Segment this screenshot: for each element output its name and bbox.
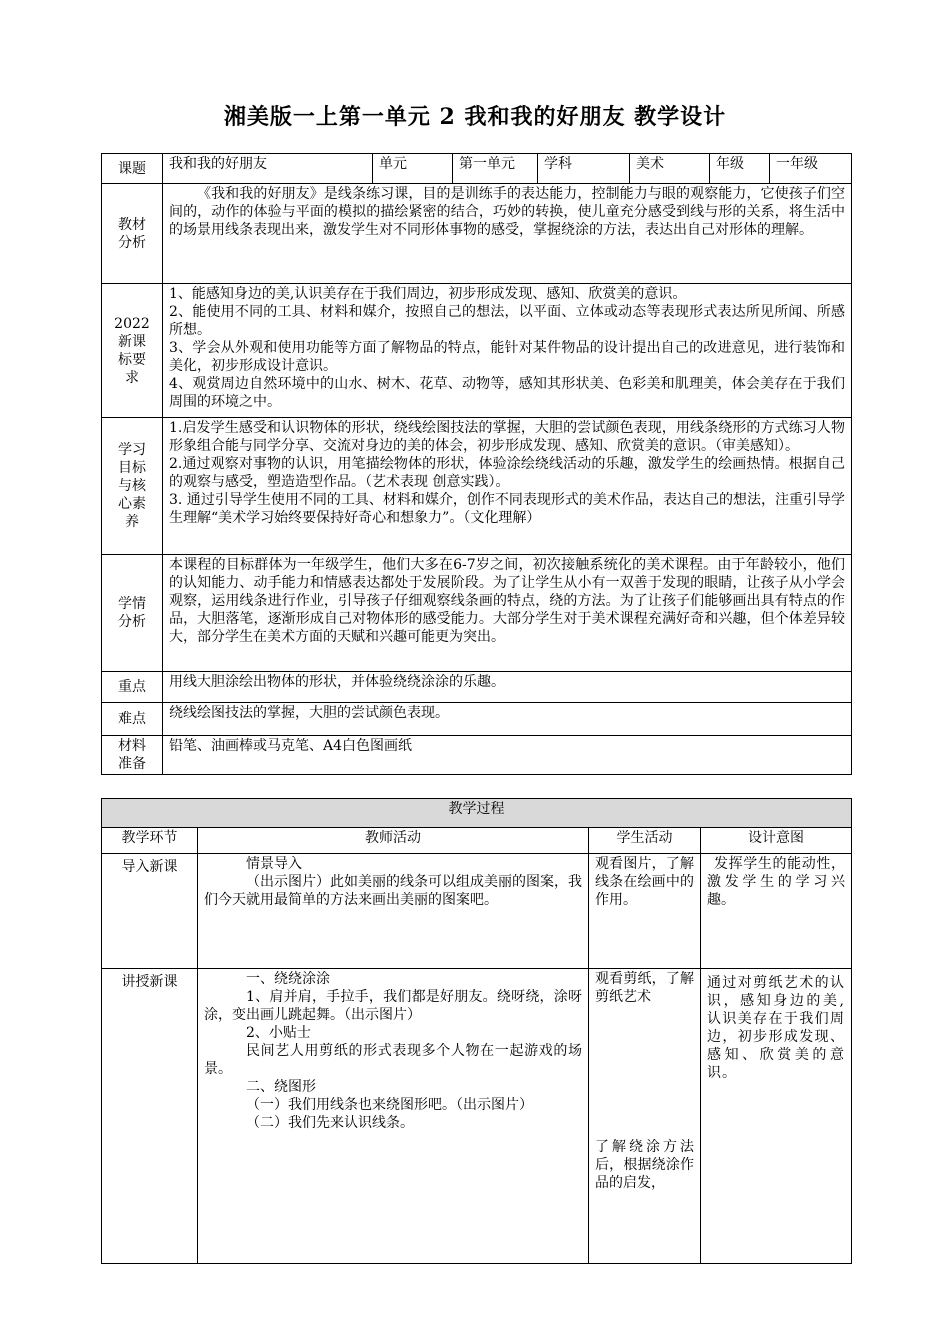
col-student: 学生活动 [589,828,701,854]
section-content [163,184,852,284]
section-label: 材料 准备 [102,736,163,775]
teacher-paragraph: （一）我们用线条也来绕图形吧。（出示图片） [246,1097,533,1113]
section-row [102,555,852,672]
teacher-paragraph: 1、肩并肩，手拉手，我们都是好朋友。绕呀绕，涂呀涂，变出画儿跳起舞。（出示图片） [204,989,582,1023]
topic-label: 课题 [102,154,163,184]
content-paragraph: 本课程的目标群体为一年级学生，他们大多在6-7岁之间，初次接触系统化的美术课程。由于年龄较小，他们的认知能力、动手能力和情感表达都处于发展阶段。为了让学生从小有一双善于发现的眼睛，让孩子从小学会观察，运用线条进行作业，引导孩子仔细观察线条画的特点，绕的方法。为了让孩子们能够画出具有特点的作品，大胆落笔，逐渐形成自己对物体形的感受能力。大部分学生对于美术课程充满好奇和兴趣，但个体差异较大，部分学生在美术方面的天赋和兴趣可能更为突出。 [169,557,845,645]
student-paragraph: 观看剪纸，了解剪纸艺术 [595,971,694,1005]
teaching-process-table [101,798,852,1264]
content-paragraph: 绕线绘图技法的掌握，大胆的尝试颜色表现。 [169,705,449,721]
content-paragraph: 3、学会从外观和使用功能等方面了解物品的特点，能针对某件物品的设计提出自己的改进意见，进行装饰和美化，初步形成设计意识。 [169,340,845,374]
section-content [163,736,852,775]
content-paragraph: 《我和我的好朋友》是线条练习课，目的是训练手的表达能力，控制能力与眼的观察能力，它使孩子们空间的，动作的体验与平面的模拟的描绘紧密的结合，巧妙的转换，使儿童充分感受到线与形的关系，将生活中的场景用线条表现出来，激发学生对不同形体事物的感受，掌握绕涂的方法，表达出自己对形体的理解。 [169,186,845,238]
teacher-paragraph: （二）我们先来认识线条。 [246,1115,414,1131]
student-paragraph: 了解绕涂方法后，根据绕涂作品的启发， [595,1139,694,1191]
content-paragraph: 3. 通过引导学生使用不同的工具、材料和媒介，创作不同表现形式的美术作品，表达自己的想法，注重引导学生理解“美术学习始终要保持好奇心和想象力”。（文化理解） [169,492,845,526]
student-cell: 观看图片，了解线条在绘画中的作用。 [589,854,701,969]
grade-value: 一年级 [770,154,852,184]
intent-paragraph: 发挥学生的能动性，激发学生的学习兴趣。 [707,856,845,908]
teacher-paragraph: 一、绕绕涂涂 [246,971,330,987]
section-row [102,284,852,418]
section-label: 教材 分析 [102,184,163,284]
intent-cell [701,854,852,969]
column-headers [102,828,852,854]
topic-value: 我和我的好朋友 [163,154,373,184]
content-paragraph: 2.通过观察对事物的认识，用笔描绘物体的形状，体验涂绘绕线活动的乐趣，激发学生的绘画热情。根据自己的观察与感受，塑造造型作品。（艺术表现 创意实践）。 [169,456,845,490]
info-row [102,154,852,184]
teacher-paragraph: 民间艺人用剪纸的形式表现多个人物在一起游戏的场景。 [204,1043,582,1077]
subject-value: 美术 [630,154,710,184]
content-paragraph: 铅笔、油画棒或马克笔、A4白色图画纸 [169,738,413,754]
section-content [163,555,852,672]
content-paragraph: 1.启发学生感受和认识物体的形状，绕线绘图技法的掌握，大胆的尝试颜色表现，用线条绕形的方式练习人物形象组合能与同学分享、交流对身边的美的体会，初步形成发现、感知、欣赏美的意识。（审美感知）。 [169,420,845,454]
col-stage: 教学环节 [102,828,198,854]
content-paragraph: 4、观赏周边自然环境中的山水、树木、花草、动物等，感知其形状美、色彩美和肌理美，体会美存在于我们周围的环境之中。 [169,376,845,410]
teacher-cell [198,969,589,1264]
grade-label: 年级 [710,154,770,184]
content-paragraph: 1、能感知身边的美,认识美存在于我们周边，初步形成发现、感知、欣赏美的意识。 [169,286,687,302]
teacher-paragraph: （出示图片）此如美丽的线条可以组成美丽的图案，我们今天就用最简单的方法来画出美丽的图案吧。 [204,874,582,908]
section-content [163,418,852,555]
process-row [102,969,852,1264]
content-paragraph: 用线大胆涂绘出物体的形状，并体验绕绕涂涂的乐趣。 [169,674,505,690]
student-cell [589,969,701,1264]
lesson-info-table [101,153,852,775]
section-row [102,184,852,284]
content-paragraph: 2、能使用不同的工具、材料和媒介，按照自己的想法，以平面、立体或动态等表现形式表达所见所闻、所感所想。 [169,304,845,338]
section-row [102,672,852,703]
intent-paragraph: 通过对剪纸艺术的认识，感知身边的美,认识美存在于我们周边，初步形成发现、感知、欣赏美的意识。 [707,975,845,1081]
section-content [163,672,852,703]
section-row [102,418,852,555]
unit-label: 单元 [373,154,453,184]
section-label: 2022 新课 标要 求 [102,284,163,418]
process-header: 教学过程 [102,799,852,828]
process-row [102,854,852,969]
section-row [102,703,852,736]
section-label: 难点 [102,703,163,736]
section-label: 学情 分析 [102,555,163,672]
teacher-cell [198,854,589,969]
stage-cell: 导入新课 [102,854,198,969]
col-intent: 设计意图 [701,828,852,854]
section-row [102,736,852,775]
teacher-paragraph: 情景导入 [246,856,302,872]
section-label: 学习 目标 与核 心素 养 [102,418,163,555]
section-content [163,284,852,418]
col-teacher: 教师活动 [198,828,589,854]
section-label: 重点 [102,672,163,703]
subject-label: 学科 [538,154,630,184]
teacher-paragraph: 二、绕图形 [246,1079,316,1095]
section-content [163,703,852,736]
stage-cell: 讲授新课 [102,969,198,1264]
teacher-paragraph: 2、小贴士 [246,1025,311,1041]
document-title: 湘美版一上第一单元 2 我和我的好朋友 教学设计 [223,104,727,130]
unit-value: 第一单元 [453,154,538,184]
intent-cell [701,969,852,1264]
